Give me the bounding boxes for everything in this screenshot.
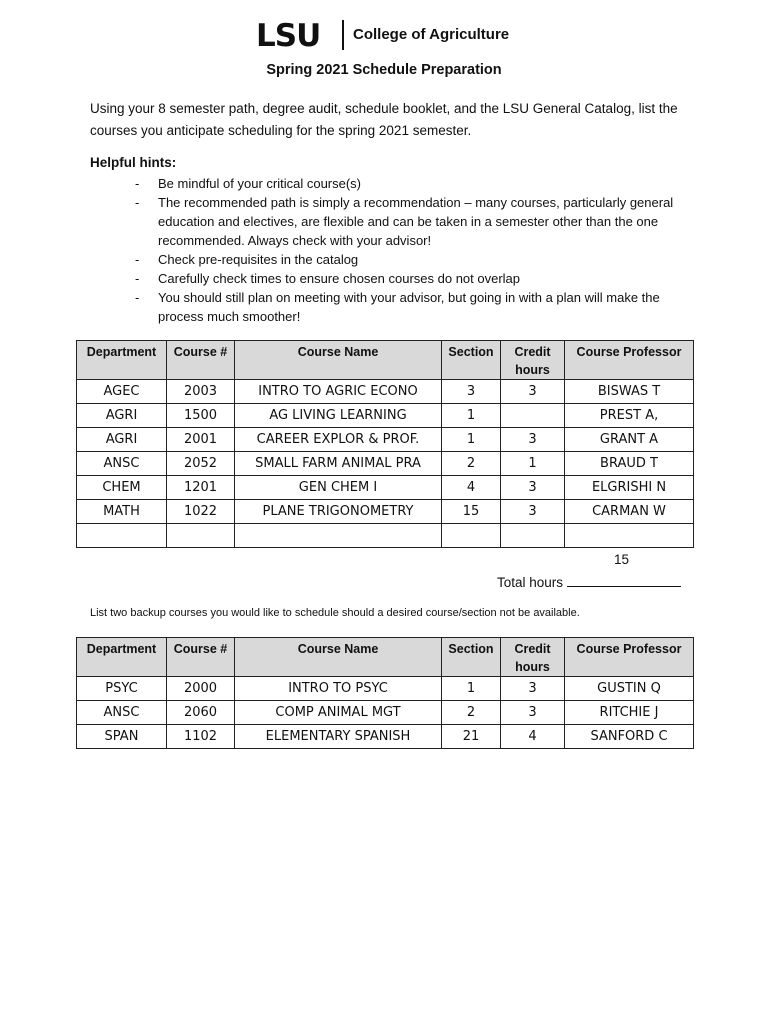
col-course-number: Course # [167, 341, 235, 380]
hints-list [135, 174, 695, 326]
col-course-number: Course # [167, 638, 235, 677]
intro-paragraph: Using your 8 semester path, degree audit, schedule booklet, and the LSU General Catalog, list the courses you anticipate scheduling for the spring 2021 semester. [90, 101, 678, 138]
cell-credit-hours [501, 404, 565, 428]
cell-department: AGRI [77, 428, 167, 452]
col-course-name: Course Name [235, 341, 442, 380]
hint-item [135, 193, 695, 250]
table-row [77, 701, 694, 725]
cell-course-number: 1022 [167, 500, 235, 524]
cell-department: SPAN [77, 725, 167, 749]
cell-course-professor: BISWAS T [565, 380, 694, 404]
total-hours-label: Total hours [497, 575, 564, 590]
hint-text: The recommended path is simply a recommendation – many courses, particularly general education and electives, are flexible and can be taken in a semester other than the one recommended. Always check with your advisor! [158, 195, 674, 248]
hint-dash: - [135, 290, 140, 305]
course-table [76, 340, 694, 548]
cell-credit-hours: 4 [501, 725, 565, 749]
cell-course-professor: GUSTIN Q [565, 677, 694, 701]
total-hours-blank [567, 574, 681, 587]
cell-course-number: 2052 [167, 452, 235, 476]
cell-section: 15 [442, 500, 501, 524]
cell-department: AGEC [77, 380, 167, 404]
cell-course-number: 1201 [167, 476, 235, 500]
cell-section: 1 [442, 428, 501, 452]
college-name: College of Agriculture [353, 26, 510, 43]
cell-section: 4 [442, 476, 501, 500]
cell-course-number: 2000 [167, 677, 235, 701]
cell-course-name [235, 524, 442, 548]
col-course-name: Course Name [235, 638, 442, 677]
cell-department: PSYC [77, 677, 167, 701]
cell-credit-hours: 3 [501, 476, 565, 500]
cell-course-number: 2001 [167, 428, 235, 452]
table-row [77, 500, 694, 524]
table-row [77, 677, 694, 701]
hint-dash: - [135, 271, 140, 286]
cell-course-professor: CARMAN W [565, 500, 694, 524]
col-credit-hours: Credit hours [501, 341, 565, 380]
col-course-professor: Course Professor [565, 638, 694, 677]
cell-credit-hours: 3 [501, 428, 565, 452]
col-credit-hours: Credit hours [501, 638, 565, 677]
cell-course-professor: RITCHIE J [565, 701, 694, 725]
backup-course-table [76, 637, 694, 749]
cell-credit-hours: 3 [501, 677, 565, 701]
hint-text: Be mindful of your critical course(s) [158, 176, 362, 191]
cell-credit-hours: 3 [501, 380, 565, 404]
cell-section: 1 [442, 404, 501, 428]
col-section: Section [442, 638, 501, 677]
cell-credit-hours [501, 524, 565, 548]
cell-course-number: 1500 [167, 404, 235, 428]
hint-item [135, 250, 695, 269]
cell-section: 2 [442, 701, 501, 725]
cell-course-name: GEN CHEM I [235, 476, 442, 500]
page-title: Spring 2021 Schedule Preparation [266, 62, 502, 78]
hint-text: Check pre-requisites in the catalog [158, 252, 359, 267]
cell-course-number: 1102 [167, 725, 235, 749]
cell-course-name: AG LIVING LEARNING [235, 404, 442, 428]
cell-course-name: ELEMENTARY SPANISH [235, 725, 442, 749]
cell-course-professor: BRAUD T [565, 452, 694, 476]
hint-dash: - [135, 195, 140, 210]
cell-department: AGRI [77, 404, 167, 428]
table-header-row [77, 638, 694, 677]
cell-department: ANSC [77, 701, 167, 725]
col-department: Department [77, 341, 167, 380]
cell-course-professor: SANFORD C [565, 725, 694, 749]
cell-credit-hours: 3 [501, 500, 565, 524]
hint-text: Carefully check times to ensure chosen courses do not overlap [158, 271, 521, 286]
hint-dash: - [135, 176, 140, 191]
table-row [77, 725, 694, 749]
table-row-empty [77, 524, 694, 548]
hint-dash: - [135, 252, 140, 267]
cell-department: MATH [77, 500, 167, 524]
table-row [77, 428, 694, 452]
total-hours-value: 15 [614, 552, 630, 567]
hint-item [135, 269, 695, 288]
hint-item [135, 288, 695, 326]
cell-course-number: 2060 [167, 701, 235, 725]
cell-course-name: INTRO TO AGRIC ECONO [235, 380, 442, 404]
cell-department: ANSC [77, 452, 167, 476]
cell-department: CHEM [77, 476, 167, 500]
cell-course-professor [565, 524, 694, 548]
cell-section: 2 [442, 452, 501, 476]
backup-instructions: List two backup courses you would like to schedule should a desired course/section not be available. [90, 607, 580, 619]
cell-course-number: 2003 [167, 380, 235, 404]
hint-text: You should still plan on meeting with your advisor, but going in with a plan will make the process much smoother! [158, 290, 660, 324]
cell-department [77, 524, 167, 548]
page-header [0, 18, 768, 54]
cell-section: 21 [442, 725, 501, 749]
table-header-row [77, 341, 694, 380]
cell-course-name: COMP ANIMAL MGT [235, 701, 442, 725]
logo-divider [342, 20, 344, 50]
table-row [77, 404, 694, 428]
cell-section: 1 [442, 677, 501, 701]
cell-section [442, 524, 501, 548]
col-department: Department [77, 638, 167, 677]
table-row [77, 476, 694, 500]
cell-credit-hours: 3 [501, 701, 565, 725]
hint-item [135, 174, 695, 193]
cell-course-professor: PREST A, [565, 404, 694, 428]
cell-section: 3 [442, 380, 501, 404]
cell-course-name: SMALL FARM ANIMAL PRA [235, 452, 442, 476]
table-row [77, 452, 694, 476]
cell-course-name: CAREER EXPLOR & PROF. [235, 428, 442, 452]
lsu-logo: LSU [256, 18, 321, 54]
cell-course-professor: ELGRISHI N [565, 476, 694, 500]
cell-course-professor: GRANT A [565, 428, 694, 452]
cell-course-name: INTRO TO PSYC [235, 677, 442, 701]
table-row [77, 380, 694, 404]
cell-course-name: PLANE TRIGONOMETRY [235, 500, 442, 524]
col-section: Section [442, 341, 501, 380]
col-course-professor: Course Professor [565, 341, 694, 380]
hints-heading: Helpful hints: [90, 155, 177, 170]
cell-course-number [167, 524, 235, 548]
cell-credit-hours: 1 [501, 452, 565, 476]
total-hours-line [497, 574, 681, 590]
